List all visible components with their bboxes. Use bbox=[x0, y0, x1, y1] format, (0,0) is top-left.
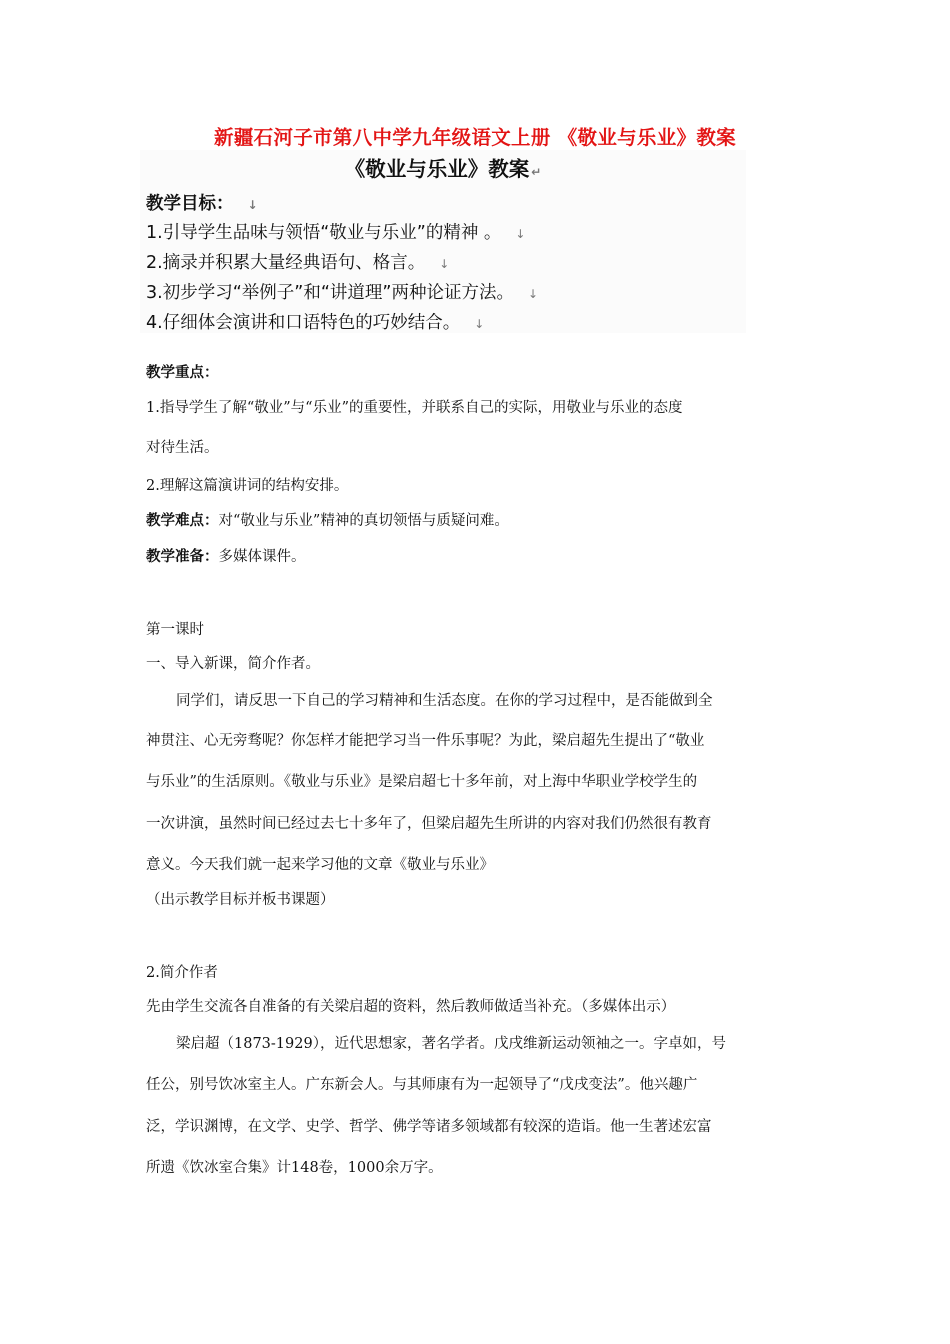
goal-item: 2.摘录并积累大量经典语句、格言。 ↓ bbox=[146, 253, 450, 273]
preparation: 教学准备：多媒体课件。 bbox=[146, 548, 306, 565]
section-2-description: 先由学生交流各自准备的有关梁启超的资料，然后教师做适当补充。（多媒体出示） bbox=[146, 999, 676, 1015]
document-title: 新疆石河子市第八中学九年级语文上册 《敬业与乐业》教案 bbox=[214, 126, 736, 149]
lesson-goals-image bbox=[140, 150, 746, 333]
section-heading-1: 一、导入新课，简介作者。 bbox=[146, 656, 320, 672]
lesson-period: 第一课时 bbox=[146, 622, 204, 638]
key-point-1b: 对待生活。 bbox=[146, 440, 219, 456]
intro-line: 神贯注、心无旁骛呢？你怎样才能把学习当一件乐事呢？为此，梁启超先生提出了“敬业 bbox=[146, 733, 705, 749]
intro-line: 同学们，请反思一下自己的学习精神和生活态度。在你的学习过程中，是否能做到全 bbox=[176, 693, 713, 709]
difficulty: 教学难点：对“敬业与乐业”精神的真切领悟与质疑问难。 bbox=[146, 512, 509, 529]
author-line: 任公，别号饮冰室主人。广东新会人。与其师康有为一起领导了“戊戌变法”。他兴趣广 bbox=[146, 1077, 698, 1093]
intro-line: 一次讲演，虽然时间已经过去七十多年了，但梁启超先生所讲的内容对我们仍然很有教育 bbox=[146, 816, 712, 832]
intro-line: 意义。今天我们就一起来学习他的文章《敬业与乐业》 bbox=[146, 857, 494, 873]
goal-item: 4.仔细体会演讲和口语特色的巧妙结合。 ↓ bbox=[146, 313, 485, 333]
goals-heading: 教学目标： ↓ bbox=[146, 194, 258, 214]
embedded-title: 《敬业与乐业》教案 ↵ bbox=[344, 157, 542, 181]
key-point-2: 2.理解这篇演讲词的结构安排。 bbox=[146, 478, 349, 494]
intro-note: （出示教学目标并板书课题） bbox=[146, 892, 335, 908]
author-line: 所遗《饮冰室合集》计148卷，1000余万字。 bbox=[146, 1160, 443, 1176]
section-heading-2: 2.简介作者 bbox=[146, 965, 218, 981]
key-points-label: 教学重点： bbox=[146, 364, 219, 381]
author-line: 泛，学识渊博，在文学、史学、哲学、佛学等诸多领域都有较深的造诣。他一生著述宏富 bbox=[146, 1119, 712, 1135]
intro-line: 与乐业”的生活原则。《敬业与乐业》是梁启超七十多年前，对上海中华职业学校学生的 bbox=[146, 774, 698, 790]
goal-item: 1.引导学生品味与领悟“敬业与乐业”的精神 。 ↓ bbox=[146, 223, 526, 243]
key-point-1a: 1.指导学生了解“敬业”与“乐业”的重要性，并联系自己的实际，用敬业与乐业的态度 bbox=[146, 400, 683, 416]
author-line: 梁启超（1873-1929），近代思想家，著名学者。戊戌维新运动领袖之一。字卓如，号 bbox=[176, 1036, 726, 1052]
goal-item: 3.初步学习“举例子”和“讲道理”两种论证方法。 ↓ bbox=[146, 283, 539, 303]
